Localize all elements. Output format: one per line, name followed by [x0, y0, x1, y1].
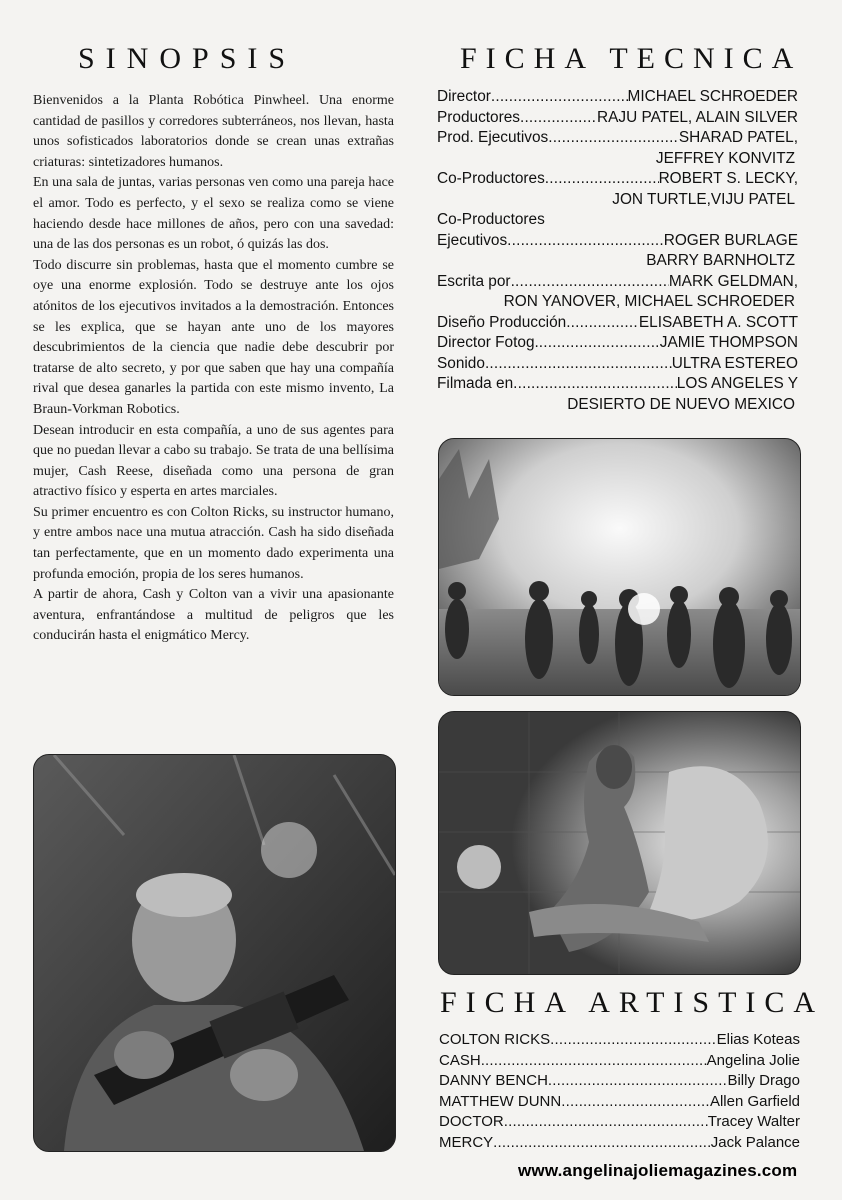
credit-role: Director Fotog.	[437, 334, 539, 351]
credit-row	[437, 333, 798, 354]
embrace-scene-photo	[438, 711, 801, 975]
ficha-tecnica-list	[437, 87, 798, 415]
credit-role: Productores	[437, 108, 520, 126]
credit-name: Angelina Jolie	[706, 1051, 800, 1069]
credit-name: ELISABETH A. SCOTT	[638, 313, 798, 331]
dot-leader	[548, 128, 679, 149]
credit-name: DESIERTO DE NUEVO MEXICO	[567, 395, 795, 413]
credit-row	[437, 272, 798, 293]
dot-leader	[481, 1051, 707, 1072]
credit-role: Co-Productores	[437, 211, 545, 228]
dot-leader	[504, 1112, 708, 1133]
credit-row	[437, 354, 798, 375]
credit-role: DANNY BENCH	[439, 1072, 548, 1089]
credit-row	[437, 87, 798, 108]
credit-row	[439, 1133, 800, 1154]
sinopsis-heading: SINOPSIS	[78, 42, 297, 75]
credit-label	[437, 210, 798, 231]
dot-leader	[520, 108, 597, 129]
credit-continuation	[437, 149, 798, 170]
dot-leader	[548, 1071, 728, 1092]
dot-leader	[545, 169, 659, 190]
credit-name: RON YANOVER, MICHAEL SCHROEDER	[503, 293, 795, 310]
credit-role: Co-Productores	[437, 170, 545, 187]
credit-name: ROBERT S. LECKY,	[658, 170, 798, 187]
credit-row	[437, 169, 798, 190]
ficha-artistica-list	[439, 1030, 800, 1153]
credit-role: COLTON RICKS	[439, 1031, 551, 1048]
credit-role: DOCTOR	[439, 1113, 504, 1130]
credit-row	[439, 1112, 800, 1133]
sinopsis-paragraph: A partir de ahora, Cash y Colton van a vivir una apasionante aventura, enfrantándose a multitud de peligros que les conducirán hasta el enigmático Mercy.	[33, 587, 394, 644]
credit-name: Jack Palance	[710, 1133, 800, 1151]
credit-name: ULTRA ESTEREO	[671, 354, 798, 372]
ficha-tecnica-heading: FICHA TECNICA	[460, 42, 803, 75]
credit-name: BARRY BARNHOLTZ	[646, 252, 795, 269]
dot-leader	[513, 374, 677, 395]
credit-name: MICHAEL SCHROEDER	[627, 88, 798, 105]
credit-row	[437, 374, 798, 395]
dot-leader	[491, 87, 628, 108]
credit-name: JAMIE THOMPSON	[659, 334, 798, 351]
dot-leader	[511, 272, 669, 293]
credit-name: MARK GELDMAN,	[668, 272, 798, 290]
credit-row	[439, 1071, 800, 1092]
dot-leader	[493, 1133, 711, 1154]
credit-name: Allen Garfield	[709, 1092, 800, 1110]
credit-role: Escrita por	[437, 272, 511, 290]
credit-row	[437, 313, 798, 334]
credit-row	[439, 1030, 800, 1051]
credit-name: JEFFREY KONVITZ	[655, 149, 795, 167]
credit-continuation	[437, 395, 798, 416]
credit-name: SHARAD PATEL,	[678, 129, 798, 146]
credit-continuation	[437, 190, 798, 211]
sinopsis-paragraph: Todo discurre sin problemas, hasta que el momento cumbre se oye una enorme explosión. Todo se destruye ante los ojos atónitos de los ejecutivos invitados a la demostración. Entonces se les explica, que se hayan ante uno de los mayores descubrimientos de la ciencia que nadie debe descubrir por tratarse de alto secreto, y por que saben que hay una compañía rival que desea ganarles la partida con este mismo invento, La Braun-Vorkman Robotics.	[33, 257, 394, 417]
credit-row	[437, 128, 798, 149]
credit-row	[439, 1051, 800, 1072]
credit-name: RAJU PATEL, ALAIN SILVER	[597, 108, 798, 126]
credit-role: MERCY	[439, 1133, 494, 1151]
credit-role: Diseño Producción	[437, 313, 567, 331]
credit-role: Filmada en	[437, 375, 514, 392]
dot-leader	[566, 313, 639, 334]
credit-name: LOS ANGELES Y	[676, 375, 798, 392]
credit-role: Prod. Ejecutivos	[437, 129, 549, 146]
dot-leader	[539, 333, 660, 354]
credit-name: JON TURTLE,VIJU PATEL	[612, 190, 795, 208]
dot-leader	[561, 1092, 710, 1113]
credit-name: Elias Koteas	[716, 1031, 800, 1048]
website-watermark: www.angelinajoliemagazines.com	[518, 1161, 798, 1180]
sinopsis-paragraph: Su primer encuentro es con Colton Ricks, su instructor humano, y entre ambos nace una mutua atracción. Cash ha sido diseñada tan perfectamente, que en un momento dado experimenta una profunda emoción, propia de los seres humanos.	[33, 504, 394, 582]
dot-leader	[550, 1030, 716, 1051]
credit-role: Ejecutivos	[437, 231, 508, 249]
credit-name: Tracey Walter	[707, 1113, 800, 1130]
sinopsis-paragraph: Bienvenidos a la Planta Robótica Pinwheel. Una enorme cantidad de pasillos y corredores subterráneos, nos llevan, hasta unos sofisticados laboratorios donde se crean unas extrañas criaturas: sintetizadores humanos.	[33, 93, 394, 170]
credit-name: Billy Drago	[727, 1072, 800, 1089]
battle-scene-photo	[438, 438, 801, 696]
credit-role: Sonido	[437, 354, 485, 372]
credit-row	[437, 108, 798, 129]
credit-row	[437, 231, 798, 252]
credit-role: MATTHEW DUNN	[439, 1092, 562, 1110]
credit-continuation	[437, 292, 798, 313]
credit-continuation	[437, 251, 798, 272]
sinopsis-text	[33, 91, 394, 647]
dot-leader	[485, 354, 672, 375]
credit-row	[439, 1092, 800, 1113]
credit-name: ROGER BURLAGE	[663, 231, 798, 249]
dot-leader	[507, 231, 664, 252]
weapon-scene-photo	[33, 754, 396, 1152]
sinopsis-paragraph: En una sala de juntas, varias personas ven como una pareja hace el amor. Todo es perfecto, y el sexo se realiza como se viene haciendo desde hace millones de años, pero con una savedad: una de las dos personas es un robot, ó quizás las dos.	[33, 175, 394, 253]
credit-role: CASH	[439, 1051, 481, 1069]
sinopsis-paragraph: Desean introducir en esta compañía, a uno de sus agentes para que no puedan llevar a cabo su trabajo. Se trata de una bellísima mujer, Cash Reese, diseñada como una persona de gran atractivo físico y esperta en artes marciales.	[33, 422, 394, 500]
credit-role: Director	[437, 88, 491, 105]
ficha-artistica-heading: FICHA ARTISTICA	[440, 986, 825, 1019]
